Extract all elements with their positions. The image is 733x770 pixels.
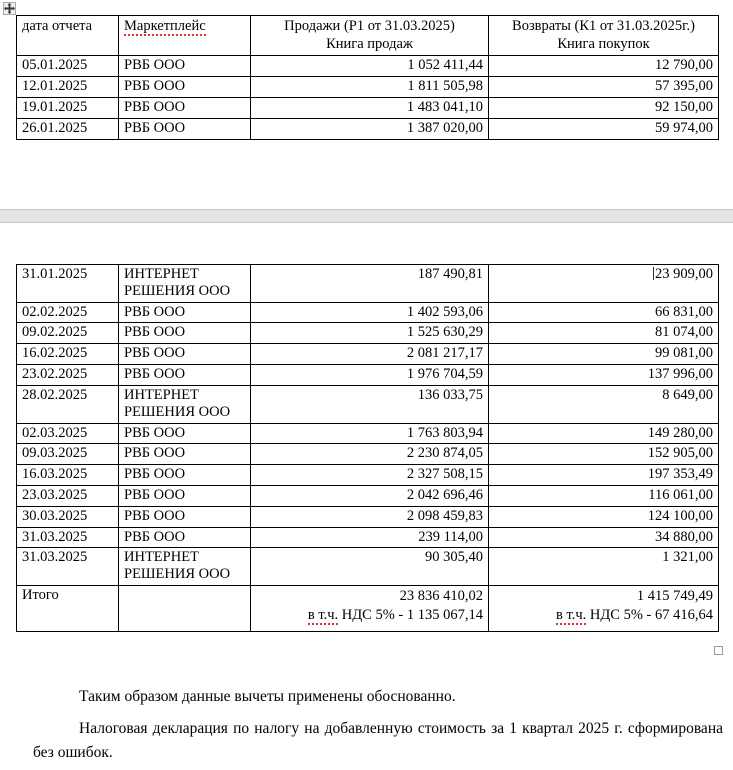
total-returns-amount: 1 415 749,49 xyxy=(636,588,713,604)
cell-marketplace: РВБ ООО xyxy=(119,465,251,486)
cell-total-marketplace xyxy=(119,586,251,632)
cell-returns: 149 280,00 xyxy=(489,423,719,444)
table-row xyxy=(17,56,719,77)
cell-date: 31.03.2025 xyxy=(17,548,119,586)
cell-sales: 2 098 459,83 xyxy=(251,506,489,527)
cell-marketplace: РВБ ООО xyxy=(119,444,251,465)
table-row xyxy=(17,302,719,323)
table-row xyxy=(17,118,719,139)
table-row xyxy=(17,265,719,303)
cell-returns: 99 081,00 xyxy=(489,344,719,365)
cell-marketplace: РВБ ООО xyxy=(119,118,251,139)
cell-sales: 1 387 020,00 xyxy=(251,118,489,139)
cell-sales: 1 052 411,44 xyxy=(251,56,489,77)
table-row xyxy=(17,423,719,444)
cell-sales: 2 042 696,46 xyxy=(251,485,489,506)
cell-marketplace: РВБ ООО xyxy=(119,485,251,506)
cell-marketplace: ИНТЕРНЕТ РЕШЕНИЯ ООО xyxy=(119,265,251,303)
column-header-date xyxy=(17,16,119,56)
total-sales-vat-text: НДС 5% - 1 135 067,14 xyxy=(338,606,483,623)
table-row xyxy=(17,97,719,118)
cell-total-returns xyxy=(489,586,719,632)
cell-returns: 81 074,00 xyxy=(489,323,719,344)
cell-returns: 124 100,00 xyxy=(489,506,719,527)
table-row xyxy=(17,385,719,423)
cell-date: 09.02.2025 xyxy=(17,323,119,344)
table-row xyxy=(17,77,719,98)
cell-returns: 137 996,00 xyxy=(489,365,719,386)
cell-returns: 116 061,00 xyxy=(489,485,719,506)
table-row xyxy=(17,444,719,465)
table-resize-handle[interactable] xyxy=(714,646,723,655)
cell-date: 02.02.2025 xyxy=(17,302,119,323)
cell-marketplace: РВБ ООО xyxy=(119,302,251,323)
sales-returns-table-bottom xyxy=(16,264,719,632)
cell-sales: 1 763 803,94 xyxy=(251,423,489,444)
total-returns-vat: в т.ч. НДС 5% - 67 416,64 xyxy=(556,606,713,623)
cell-sales: 136 033,75 xyxy=(251,385,489,423)
table-row xyxy=(17,465,719,486)
total-sales-vat: в т.ч. НДС 5% - 1 135 067,14 xyxy=(307,606,483,623)
cell-date: 09.03.2025 xyxy=(17,444,119,465)
cell-returns: 12 790,00 xyxy=(489,56,719,77)
table-row xyxy=(17,485,719,506)
column-header-returns-line1: Возвраты (К1 от 31.03.2025г.) xyxy=(512,18,695,34)
cell-date: 30.03.2025 xyxy=(17,506,119,527)
cell-date: 26.01.2025 xyxy=(17,118,119,139)
cell-total-label: Итого xyxy=(17,586,119,632)
cell-date: 02.03.2025 xyxy=(17,423,119,444)
cell-sales: 187 490,81 xyxy=(251,265,489,303)
sales-returns-table-top xyxy=(16,15,719,140)
column-header-marketplace xyxy=(119,16,251,56)
table-row xyxy=(17,323,719,344)
cell-date: 16.03.2025 xyxy=(17,465,119,486)
table-row xyxy=(17,527,719,548)
cell-date: 23.03.2025 xyxy=(17,485,119,506)
paragraph-conclusion-1: Таким образом данные вычеты применены обоснованно. xyxy=(79,687,456,705)
cell-marketplace: РВБ ООО xyxy=(119,506,251,527)
cell-sales: 1 402 593,06 xyxy=(251,302,489,323)
cell-returns: 57 395,00 xyxy=(489,77,719,98)
table-row xyxy=(17,344,719,365)
page-break-gap xyxy=(0,209,733,223)
table-body-bottom xyxy=(17,265,719,632)
cell-marketplace: РВБ ООО xyxy=(119,323,251,344)
cell-marketplace: РВБ ООО xyxy=(119,77,251,98)
cell-marketplace: РВБ ООО xyxy=(119,344,251,365)
cell-sales: 1 525 630,29 xyxy=(251,323,489,344)
cell-sales: 2 327 508,15 xyxy=(251,465,489,486)
cell-total-sales xyxy=(251,586,489,632)
cell-sales: 2 081 217,17 xyxy=(251,344,489,365)
table-row xyxy=(17,548,719,586)
cell-returns: 197 353,49 xyxy=(489,465,719,486)
cell-returns-value: 23 909,00 xyxy=(655,266,713,282)
cell-date: 19.01.2025 xyxy=(17,97,119,118)
cell-sales: 239 114,00 xyxy=(251,527,489,548)
cell-date: 23.02.2025 xyxy=(17,365,119,386)
cell-sales: 1 976 704,59 xyxy=(251,365,489,386)
cell-date: 28.02.2025 xyxy=(17,385,119,423)
cell-date: 31.03.2025 xyxy=(17,527,119,548)
cell-sales: 1 483 041,10 xyxy=(251,97,489,118)
cell-returns xyxy=(489,265,719,303)
text-caret xyxy=(653,267,654,281)
column-header-sales xyxy=(251,16,489,56)
cell-returns: 66 831,00 xyxy=(489,302,719,323)
cell-returns: 1 321,00 xyxy=(489,548,719,586)
table-row xyxy=(17,506,719,527)
cell-marketplace: ИНТЕРНЕТ РЕШЕНИЯ ООО xyxy=(119,385,251,423)
column-header-sales-line1: Продажи (Р1 от 31.03.2025) xyxy=(284,18,455,34)
paragraph-conclusion-2: Налоговая декларация по налогу на добавленную стоимость за 1 квартал 2025 г. сформирована без ошибок. xyxy=(33,719,723,761)
cell-returns: 92 150,00 xyxy=(489,97,719,118)
cell-sales: 2 230 874,05 xyxy=(251,444,489,465)
cell-date: 12.01.2025 xyxy=(17,77,119,98)
table-header xyxy=(17,16,719,56)
cell-marketplace: ИНТЕРНЕТ РЕШЕНИЯ ООО xyxy=(119,548,251,586)
column-header-returns xyxy=(489,16,719,56)
cell-date: 05.01.2025 xyxy=(17,56,119,77)
total-returns-vat-text: НДС 5% - 67 416,64 xyxy=(586,606,713,623)
cell-date: 16.02.2025 xyxy=(17,344,119,365)
table-total-row xyxy=(17,586,719,632)
cell-date: 31.01.2025 xyxy=(17,265,119,303)
table-body-top xyxy=(17,56,719,139)
column-header-date-label: дата отчета xyxy=(22,18,93,34)
cell-sales: 1 811 505,98 xyxy=(251,77,489,98)
cell-returns: 8 649,00 xyxy=(489,385,719,423)
cell-returns: 59 974,00 xyxy=(489,118,719,139)
table-row xyxy=(17,365,719,386)
column-header-marketplace-label: Маркетплейс xyxy=(124,18,206,34)
column-header-sales-line2: Книга продаж xyxy=(326,36,413,53)
table-header-row xyxy=(17,16,719,56)
move-4way-icon xyxy=(4,3,15,14)
cell-marketplace: РВБ ООО xyxy=(119,527,251,548)
total-sales-amount: 23 836 410,02 xyxy=(399,588,483,604)
cell-marketplace: РВБ ООО xyxy=(119,97,251,118)
cell-returns: 152 905,00 xyxy=(489,444,719,465)
cell-marketplace: РВБ ООО xyxy=(119,56,251,77)
table-move-handle[interactable] xyxy=(3,2,16,15)
cell-marketplace: РВБ ООО xyxy=(119,365,251,386)
cell-marketplace: РВБ ООО xyxy=(119,423,251,444)
cell-returns: 34 880,00 xyxy=(489,527,719,548)
cell-sales: 90 305,40 xyxy=(251,548,489,586)
column-header-returns-line2: Книга покупок xyxy=(557,36,650,53)
